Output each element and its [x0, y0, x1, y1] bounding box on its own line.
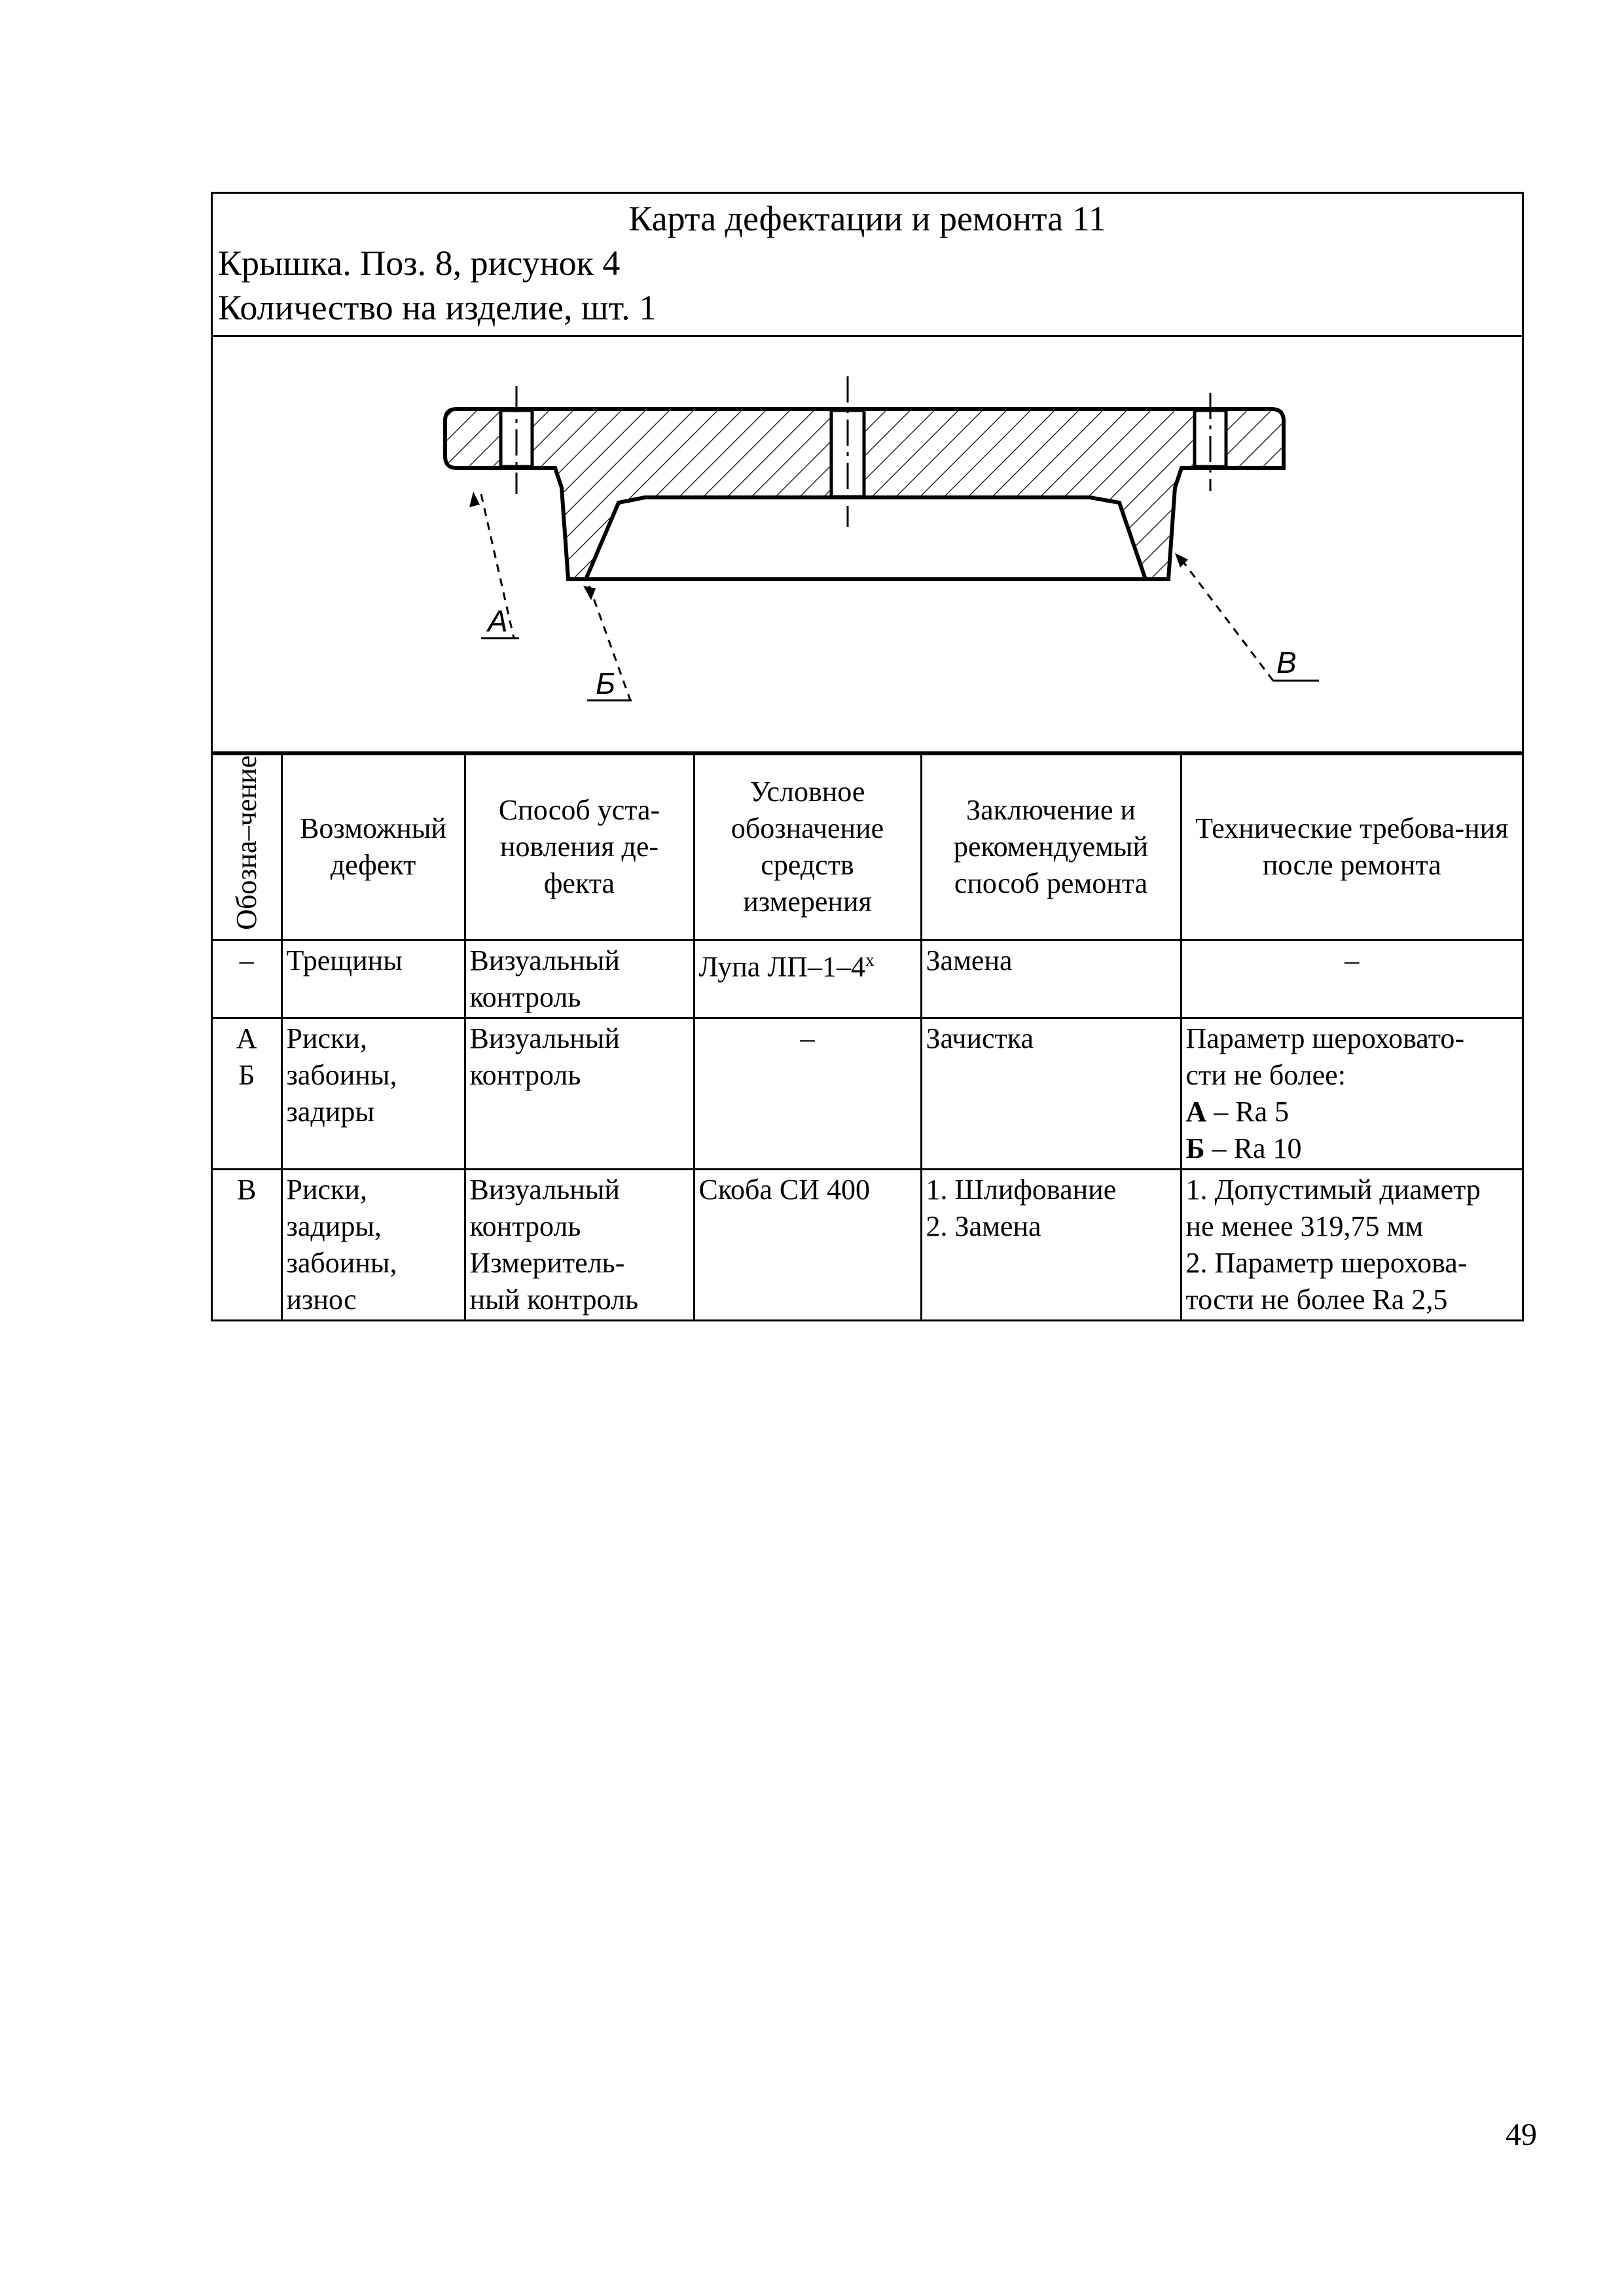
header-tool: Условное обозначение средств измерения	[694, 755, 921, 941]
cell-designation: В	[213, 1169, 281, 1319]
header-requirements: Технические требова-ния после ремонта	[1181, 755, 1522, 941]
table-row	[213, 1169, 1522, 1319]
page-number: 49	[1506, 2117, 1537, 2152]
label-v: В	[1276, 645, 1297, 679]
cell-defect: Риски, задиры, забоины, износ	[281, 1169, 465, 1319]
cell-defect: Риски, забоины, задиры	[281, 1018, 465, 1169]
header-method: Способ уста-новления де-фекта	[465, 755, 694, 941]
cell-requirements: –	[1181, 940, 1522, 1018]
label-a: А	[488, 604, 508, 638]
cell-designation: А Б	[213, 1018, 281, 1169]
table-row	[213, 1018, 1522, 1169]
defect-card	[211, 192, 1524, 1321]
cell-requirements: Параметр шероховато- сти не более: А – Ra 5 Б – Ra 10	[1181, 1018, 1522, 1169]
header-defect: Возможный дефект	[281, 755, 465, 941]
cell-conclusion: Зачистка	[921, 1018, 1181, 1169]
cell-method: Визуальный контроль	[465, 940, 694, 1018]
inner-recess	[586, 497, 1146, 579]
card-header	[213, 194, 1522, 337]
header-designation: Обозна–чение	[213, 755, 281, 941]
cell-conclusion: 1. Шлифование 2. Замена	[921, 1169, 1181, 1319]
cell-tool: –	[694, 1018, 921, 1169]
cell-requirements: 1. Допустимый диаметр не менее 319,75 мм 2. Параметр шерохова- тости не более Ra 2,5	[1181, 1169, 1522, 1319]
part-name: Крышка. Поз. 8, рисунок 4	[218, 243, 621, 283]
card-title: Карта дефектации и ремонта 11	[628, 199, 1106, 238]
cover-cross-section-drawing	[213, 337, 1522, 751]
part-drawing-area	[213, 337, 1522, 753]
cell-method: Визуальный контроль Измеритель- ный контроль	[465, 1169, 694, 1319]
quantity-line: Количество на изделие, шт. 1	[218, 288, 657, 327]
cell-tool: Скоба СИ 400	[694, 1169, 921, 1319]
cell-defect: Трещины	[281, 940, 465, 1018]
table-row	[213, 940, 1522, 1018]
cell-designation: –	[213, 940, 281, 1018]
cell-conclusion: Замена	[921, 940, 1181, 1018]
header-conclusion: Заключение и рекомендуемый способ ремонта	[921, 755, 1181, 941]
defects-table	[213, 753, 1522, 1319]
cell-method: Визуальный контроль	[465, 1018, 694, 1169]
cell-tool: Лупа $ЛП-1-4^х$	[694, 940, 921, 1018]
table-header-row	[213, 755, 1522, 941]
leader-v	[1175, 553, 1319, 681]
label-b: Б	[596, 666, 615, 700]
